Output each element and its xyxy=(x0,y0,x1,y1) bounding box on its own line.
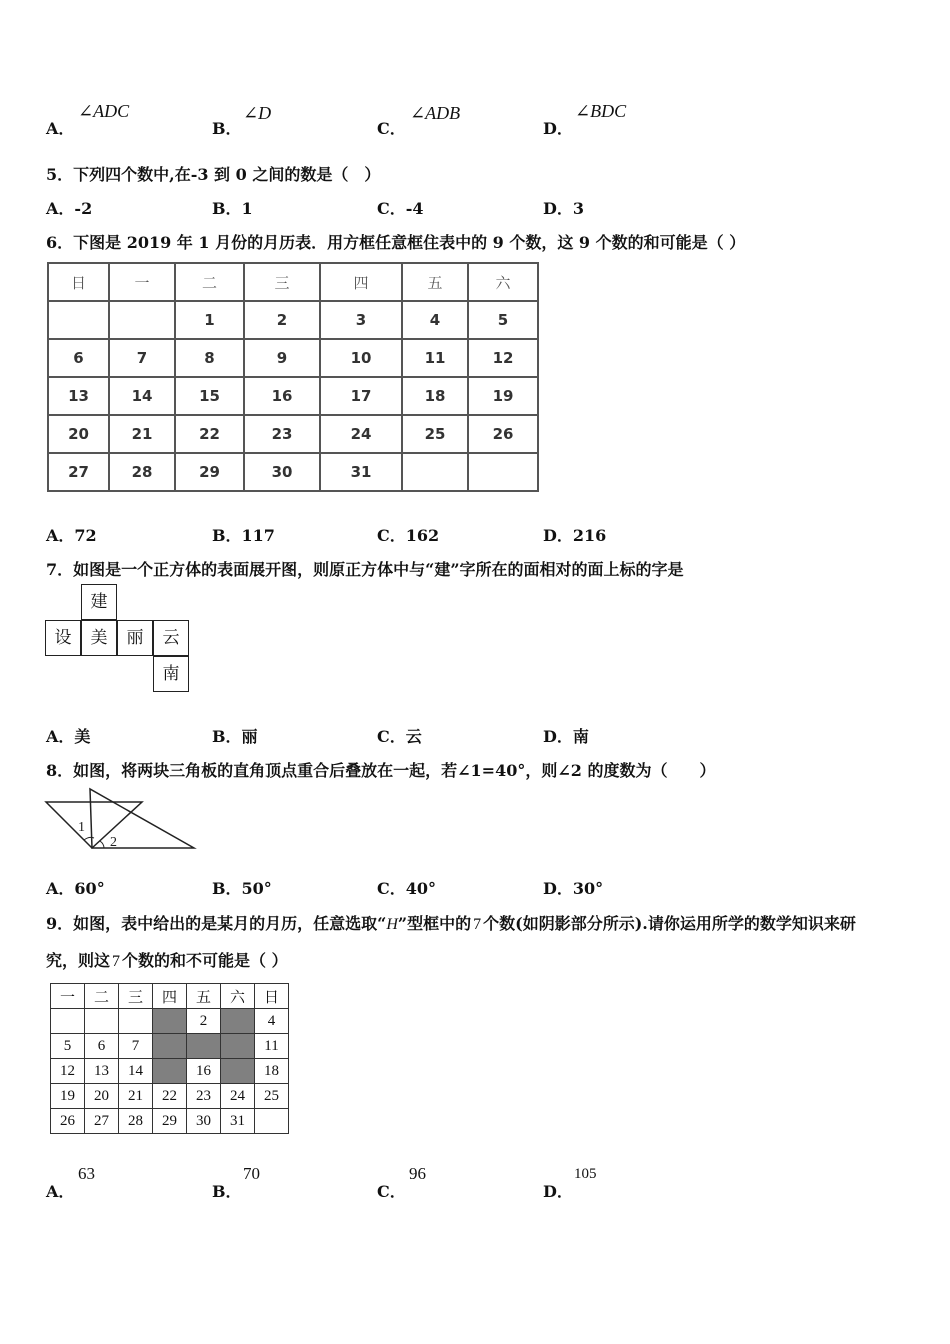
q5-option-a-letter: A． xyxy=(46,199,75,218)
q4-option-b-letter: B． xyxy=(212,119,242,138)
q9-cell: 12 xyxy=(51,1059,85,1084)
q9-text-part: 个数(如阴影部分所示).请你运用所学的数学知识来研 xyxy=(483,914,856,933)
q6-cell: 12 xyxy=(468,339,538,377)
q6-option-c-letter: C． xyxy=(377,526,406,545)
q9-cell-shaded xyxy=(221,1034,255,1059)
q9-cell: 11 xyxy=(255,1034,289,1059)
q6-cell: 11 xyxy=(402,339,468,377)
q6-cell: 31 xyxy=(320,453,402,491)
q6-option-a-value: 72 xyxy=(74,526,97,545)
q6-calendar-row xyxy=(48,339,538,377)
q6-option-c xyxy=(377,523,439,546)
q9-option-b-letter: B． xyxy=(212,1182,242,1201)
q7-option-a xyxy=(46,724,90,747)
q9-cell: 5 xyxy=(51,1034,85,1059)
q9-calendar-row xyxy=(51,1084,289,1109)
q9-cell xyxy=(119,1009,153,1034)
q6-option-b xyxy=(212,523,275,546)
q9-text-line1 xyxy=(46,911,856,934)
q6-cell: 27 xyxy=(48,453,109,491)
q6-cell xyxy=(48,301,109,339)
q6-calendar-header xyxy=(48,263,538,301)
q6-option-d xyxy=(543,523,606,546)
q8-text: 8．如图，将两块三角板的直角顶点重合后叠放在一起，若∠1=40°，则∠2 的度数为（ ） xyxy=(46,761,716,780)
q6-calendar-row xyxy=(48,301,538,339)
q9-cell: 21 xyxy=(119,1084,153,1109)
q6-cell: 22 xyxy=(175,415,244,453)
q9-cell xyxy=(255,1109,289,1134)
q9-cell: 31 xyxy=(221,1109,255,1134)
q6-cell: 19 xyxy=(468,377,538,415)
q8-option-c-letter: C． xyxy=(377,879,406,898)
q9-cell: 30 xyxy=(187,1109,221,1134)
q5-option-d-value: 3 xyxy=(572,199,585,218)
q6-cell xyxy=(109,301,175,339)
q8-triangle-1 xyxy=(46,802,142,848)
q5-text: 5．下列四个数中,在-3 到 0 之间的数是（ ） xyxy=(46,165,381,184)
q9-text-line2 xyxy=(46,948,288,971)
q8-angle-2-arc xyxy=(100,841,104,848)
q9-option-b-value: 70 xyxy=(243,1164,260,1183)
q8-option-d xyxy=(543,876,603,899)
q8-option-a-letter: A． xyxy=(46,879,75,898)
q6-cell: 14 xyxy=(109,377,175,415)
q5-option-d-letter: D． xyxy=(543,199,573,218)
q9-text-part: ”型框中的 xyxy=(397,914,472,933)
q7-option-a-value: 美 xyxy=(74,727,91,746)
q9-cell: 22 xyxy=(153,1084,187,1109)
q6-header-cell: 二 xyxy=(175,263,244,301)
q9-cell xyxy=(51,1009,85,1034)
q6-header-cell: 六 xyxy=(468,263,538,301)
q9-cell: 18 xyxy=(255,1059,289,1084)
q7-net-face: 设 xyxy=(45,620,81,656)
q6-cell: 23 xyxy=(244,415,320,453)
q9-header-cell: 四 xyxy=(153,984,187,1009)
q6-cell: 30 xyxy=(244,453,320,491)
q9-cell: 27 xyxy=(85,1109,119,1134)
q8-triangle-2 xyxy=(90,789,194,848)
q9-option-d-value: 105 xyxy=(574,1166,597,1182)
q5-option-b-value: 1 xyxy=(241,199,253,218)
q9-cell-shaded xyxy=(153,1059,187,1084)
q9-text-part: 究，则这 xyxy=(46,951,111,970)
q7-option-d-letter: D． xyxy=(543,727,573,746)
q5-option-a xyxy=(46,196,92,219)
q9-cell: 24 xyxy=(221,1084,255,1109)
q7-option-d xyxy=(543,724,589,747)
q9-cell-shaded xyxy=(153,1034,187,1059)
q7-option-d-value: 南 xyxy=(572,727,589,746)
q9-cell: 7 xyxy=(119,1034,153,1059)
q7-net-face: 丽 xyxy=(117,620,153,656)
q6-header-cell: 五 xyxy=(402,263,468,301)
q6-cell: 16 xyxy=(244,377,320,415)
q4-option-b-value: ∠D xyxy=(243,103,272,123)
q9-header-cell: 五 xyxy=(187,984,221,1009)
q9-header-cell: 二 xyxy=(85,984,119,1009)
q6-cell: 28 xyxy=(109,453,175,491)
q6-cell: 21 xyxy=(109,415,175,453)
q9-text-h: H xyxy=(386,916,398,933)
q6-text: 6．下图是 2019 年 1 月份的月历表．用方框任意框住表中的 9 个数，这 9 个数的和可能是（ ） xyxy=(46,233,746,252)
q8-option-a xyxy=(46,876,105,899)
q9-header-cell: 三 xyxy=(119,984,153,1009)
q6-option-a-letter: A． xyxy=(46,526,75,545)
q9-cell: 28 xyxy=(119,1109,153,1134)
q9-cell: 4 xyxy=(255,1009,289,1034)
q4-option-d-letter: D． xyxy=(543,119,573,138)
q9-calendar-row xyxy=(51,1034,289,1059)
q8-angle-2-label: 2 xyxy=(110,835,117,850)
q6-cell: 8 xyxy=(175,339,244,377)
q7-option-c-letter: C． xyxy=(377,727,406,746)
q8-option-d-value: 30° xyxy=(572,879,604,898)
q9-calendar-header xyxy=(51,984,289,1009)
q9-header-cell: 日 xyxy=(255,984,289,1009)
q6-cell: 7 xyxy=(109,339,175,377)
q7-option-b xyxy=(212,724,258,747)
q9-cell: 13 xyxy=(85,1059,119,1084)
q7-net-face: 美 xyxy=(81,620,117,656)
q5-option-c-value: -4 xyxy=(405,199,424,218)
q6-option-b-value: 117 xyxy=(241,526,275,545)
q6-cell: 6 xyxy=(48,339,109,377)
q6-option-a xyxy=(46,523,97,546)
q9-cell-shaded xyxy=(221,1009,255,1034)
q8-option-c xyxy=(377,876,436,899)
q6-cell: 26 xyxy=(468,415,538,453)
q7-text: 7．如图是一个正方体的表面展开图，则原正方体中与“建”字所在的面相对的面上标的字是 xyxy=(46,560,684,579)
q6-cell: 18 xyxy=(402,377,468,415)
q8-angle-1-arc xyxy=(84,837,94,840)
q6-option-d-letter: D． xyxy=(543,526,573,545)
q5-option-c-letter: C． xyxy=(377,199,406,218)
q9-option-c-value: 96 xyxy=(409,1164,426,1183)
q6-cell: 9 xyxy=(244,339,320,377)
q9-cell: 26 xyxy=(51,1109,85,1134)
q6-cell xyxy=(468,453,538,491)
q6-cell: 29 xyxy=(175,453,244,491)
q6-calendar-row xyxy=(48,453,538,491)
q9-text-part: 个数的和不可能是（ ） xyxy=(122,951,288,970)
q7-option-a-letter: A． xyxy=(46,727,75,746)
q9-cell: 14 xyxy=(119,1059,153,1084)
q6-option-d-value: 216 xyxy=(572,526,607,545)
q6-calendar-table xyxy=(47,262,539,492)
q6-cell: 15 xyxy=(175,377,244,415)
q8-option-a-value: 60° xyxy=(74,879,105,898)
q4-option-a-letter: A． xyxy=(46,119,75,138)
q9-header-cell: 六 xyxy=(221,984,255,1009)
q5-option-b xyxy=(212,196,253,219)
q6-cell: 25 xyxy=(402,415,468,453)
q9-cell: 23 xyxy=(187,1084,221,1109)
q9-option-a-letter: A． xyxy=(46,1182,75,1201)
q4-option-d-value: ∠BDC xyxy=(575,101,627,121)
q6-cell: 10 xyxy=(320,339,402,377)
q8-option-b-letter: B． xyxy=(212,879,242,898)
q9-text-seven: 7 xyxy=(473,916,482,933)
q9-calendar-row xyxy=(51,1059,289,1084)
q8-option-b-value: 50° xyxy=(241,879,272,898)
q5-option-d xyxy=(543,196,584,219)
q9-cell-shaded xyxy=(221,1059,255,1084)
q7-net-face: 云 xyxy=(153,620,189,656)
q6-cell: 20 xyxy=(48,415,109,453)
q6-cell: 13 xyxy=(48,377,109,415)
q9-cell: 6 xyxy=(85,1034,119,1059)
q6-cell: 3 xyxy=(320,301,402,339)
q9-cell: 19 xyxy=(51,1084,85,1109)
q4-option-a-value: ∠ADC xyxy=(78,101,130,121)
q8-option-d-letter: D． xyxy=(543,879,573,898)
q9-calendar-table xyxy=(50,983,289,1134)
q9-cell xyxy=(85,1009,119,1034)
q5-option-a-value: -2 xyxy=(74,199,93,218)
q6-cell: 24 xyxy=(320,415,402,453)
q7-option-b-value: 丽 xyxy=(241,727,258,746)
q7-option-c xyxy=(377,724,422,747)
q9-calendar-row xyxy=(51,1009,289,1034)
q9-cell: 2 xyxy=(187,1009,221,1034)
q9-cell: 29 xyxy=(153,1109,187,1134)
q6-cell xyxy=(402,453,468,491)
q7-option-c-value: 云 xyxy=(405,727,422,746)
q6-cell: 4 xyxy=(402,301,468,339)
q6-option-c-value: 162 xyxy=(405,526,440,545)
q6-header-cell: 三 xyxy=(244,263,320,301)
q6-cell: 2 xyxy=(244,301,320,339)
q9-option-c-letter: C． xyxy=(377,1182,406,1201)
q5-option-c xyxy=(377,196,424,219)
q6-calendar-row xyxy=(48,377,538,415)
q9-text-seven: 7 xyxy=(112,953,121,970)
q6-cell: 1 xyxy=(175,301,244,339)
q7-net-face-top: 建 xyxy=(81,584,117,620)
q6-cell: 17 xyxy=(320,377,402,415)
q9-cell-shaded xyxy=(153,1009,187,1034)
q6-cell: 5 xyxy=(468,301,538,339)
q8-option-b xyxy=(212,876,272,899)
q9-cell: 25 xyxy=(255,1084,289,1109)
q4-option-c-value: ∠ADB xyxy=(410,103,461,123)
q8-option-c-value: 40° xyxy=(405,879,437,898)
q8-triangles-figure xyxy=(44,786,200,854)
q7-net-face-bottom: 南 xyxy=(153,656,189,692)
q6-option-b-letter: B． xyxy=(212,526,242,545)
q9-cell-shaded xyxy=(187,1034,221,1059)
q6-header-cell: 日 xyxy=(48,263,109,301)
q9-text-part: 9．如图，表中给出的是某月的月历，任意选取“ xyxy=(46,914,387,933)
q5-option-b-letter: B． xyxy=(212,199,242,218)
q8-angle-1-label: 1 xyxy=(78,820,85,835)
q9-header-cell: 一 xyxy=(51,984,85,1009)
q7-option-b-letter: B． xyxy=(212,727,242,746)
q9-option-a-value: 63 xyxy=(78,1164,95,1183)
q4-option-c-letter: C． xyxy=(377,119,406,138)
q9-cell: 20 xyxy=(85,1084,119,1109)
q6-header-cell: 一 xyxy=(109,263,175,301)
q9-cell: 16 xyxy=(187,1059,221,1084)
q6-header-cell: 四 xyxy=(320,263,402,301)
q6-calendar-row xyxy=(48,415,538,453)
q9-option-d-letter: D． xyxy=(543,1182,573,1201)
q9-calendar-row xyxy=(51,1109,289,1134)
